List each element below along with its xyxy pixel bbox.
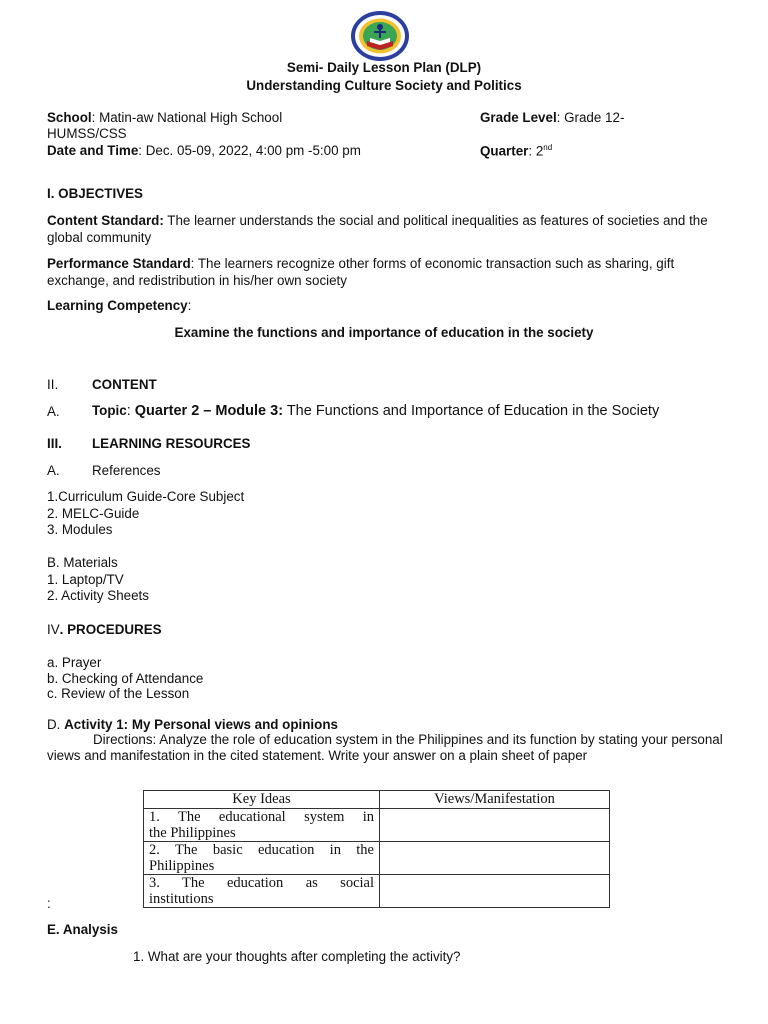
materials-label: B. Materials xyxy=(47,555,118,570)
objectives-heading: I. OBJECTIVES xyxy=(47,186,143,201)
school-seal-logo xyxy=(350,10,410,62)
procedure-list xyxy=(47,655,203,702)
learning-competency-label: Learning Competency: xyxy=(47,298,192,313)
document-subtitle: Understanding Culture Society and Politics xyxy=(246,78,522,93)
activity-directions: Directions: Analyze the role of education system in the Philippines and its function by stating your personal views and manifestation in the cited statement. Write your answer on a plain sheet of paper xyxy=(47,732,723,763)
table-row xyxy=(144,842,610,875)
quarter: Quarter: 2nd xyxy=(480,143,553,159)
key-idea-cell: 1. The educational system in the Philippines xyxy=(144,809,380,842)
list-item: 3. Modules xyxy=(47,522,113,537)
references-list xyxy=(47,489,244,539)
content-heading: CONTENT xyxy=(92,377,157,392)
key-idea-cell: 3. The education as social institutions xyxy=(144,875,380,908)
materials-list xyxy=(47,555,149,605)
grade-continued: HUMSS/CSS xyxy=(47,126,127,141)
column-header-key-ideas: Key Ideas xyxy=(144,791,380,809)
content-a-num: A. xyxy=(47,404,60,419)
topic-line: Topic: Quarter 2 – Module 3: The Functions and Importance of Education in the Society xyxy=(92,403,660,419)
content-num: II. xyxy=(47,377,59,392)
list-item: c. Review of the Lesson xyxy=(47,686,190,701)
learning-competency-text: Examine the functions and importance of education in the society xyxy=(174,325,594,340)
school-line: School: Matin-aw National High School xyxy=(47,110,283,125)
procedures-heading: IV. PROCEDURES xyxy=(47,622,162,637)
list-item: 2. Activity Sheets xyxy=(47,588,149,603)
list-item: 2. MELC-Guide xyxy=(47,505,140,521)
table-row xyxy=(144,809,610,842)
list-item: 1.Curriculum Guide-Core Subject xyxy=(47,489,245,504)
date-time: Date and Time: Dec. 05-09, 2022, 4:00 pm -5:00 pm xyxy=(47,143,361,158)
references-num: A. xyxy=(47,463,60,478)
table-row xyxy=(144,875,610,908)
analysis-heading: E. Analysis xyxy=(47,922,118,937)
list-item: b. Checking of Attendance xyxy=(47,670,204,686)
activity-heading: D. Activity 1: My Personal views and opinions xyxy=(47,717,338,732)
key-ideas-table xyxy=(143,790,610,908)
references-label: References xyxy=(92,463,161,478)
column-header-views: Views/Manifestation xyxy=(380,791,610,809)
answer-cell[interactable] xyxy=(380,809,610,842)
grade-level: Grade Level: Grade 12- xyxy=(480,110,625,125)
resources-heading: LEARNING RESOURCES xyxy=(92,436,251,451)
list-item: 1. Laptop/TV xyxy=(47,571,124,587)
stray-mark: : xyxy=(47,896,51,911)
answer-cell[interactable] xyxy=(380,875,610,908)
key-idea-cell: 2. The basic education in the Philippines xyxy=(144,842,380,875)
performance-standard: Performance Standard: The learners recognize other forms of economic transaction such as sharing, gift exchange, and redistribution in his/her own society xyxy=(47,256,675,288)
content-standard: Content Standard: The learner understands the social and political inequalities as features of societies and the global community xyxy=(47,213,708,245)
list-item: a. Prayer xyxy=(47,655,102,670)
document-title: Semi- Daily Lesson Plan (DLP) xyxy=(286,60,482,75)
analysis-question-1: 1. What are your thoughts after completing the activity? xyxy=(133,949,461,964)
answer-cell[interactable] xyxy=(380,842,610,875)
resources-num: III. xyxy=(47,436,62,451)
